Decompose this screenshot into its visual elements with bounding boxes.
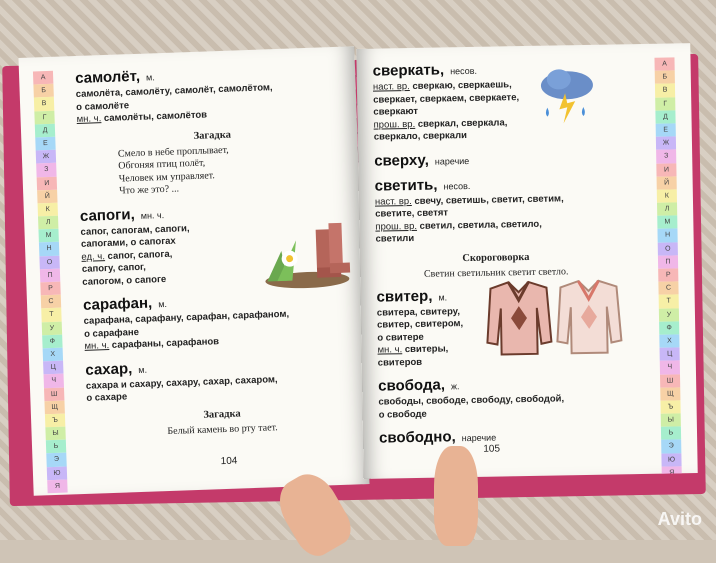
forms-sapogi: сапог, сапогам, сапоги, сапогами, о сапогах ед. ч. сапог, сапога, сапогу, сапог, сапогом, о сапоге	[80, 222, 190, 288]
alphabet-letter: Й	[657, 176, 677, 190]
alphabet-letter: Ь	[661, 427, 681, 441]
alphabet-letter: А	[33, 71, 53, 85]
alphabet-letter: Э	[661, 440, 681, 454]
alphabet-letter: Ц	[43, 361, 63, 375]
alphabet-letter: Й	[37, 189, 57, 203]
alphabet-letter: И	[656, 163, 676, 177]
alphabet-letter: Ш	[660, 374, 680, 388]
alphabet-letter: З	[656, 150, 676, 164]
riddle-title-2: Загадка	[203, 407, 241, 421]
alphabet-letter: С	[41, 295, 61, 309]
alphabet-letter: Ф	[659, 321, 679, 335]
alphabet-letter: Д	[655, 110, 675, 124]
alphabet-letter: Г	[34, 110, 54, 124]
tongue-twister-title: Скороговорка	[462, 251, 530, 264]
alphabet-index-left	[33, 71, 68, 493]
headword-svoboda: свобода, ж.	[378, 376, 460, 395]
alphabet-letter: Ф	[42, 334, 62, 348]
alphabet-letter: В	[34, 97, 54, 111]
alphabet-letter: Х	[659, 334, 679, 348]
forms-samolet: самолёта, самолёту, самолёт, самолётом, о самолёте мн. ч. самолёты, самолётов	[75, 82, 273, 126]
alphabet-letter: Ь	[46, 440, 66, 454]
alphabet-letter: Ц	[660, 347, 680, 361]
riddle-text-2: Белый камень во рту тает.	[167, 421, 278, 437]
alphabet-letter: Ъ	[660, 400, 680, 414]
riddle-title: Загадка	[193, 129, 232, 142]
forms-sarafan: сарафана, сарафану, сарафан, сарафаном, о сарафане мн. ч. сарафаны, сарафанов	[83, 308, 290, 352]
alphabet-letter: Ж	[656, 137, 676, 151]
forms-sviter: свитера, свитеру, свитер, свитером, о свитере мн. ч. свитеры, свитеров	[376, 305, 464, 369]
alphabet-letter: Ы	[45, 427, 65, 441]
headword-samolet: самолёт, м.	[74, 67, 155, 88]
alphabet-letter: Е	[656, 123, 676, 137]
alphabet-letter: И	[37, 176, 57, 190]
alphabet-letter: Ы	[661, 413, 681, 427]
alphabet-letter: З	[36, 163, 56, 177]
headword-sarafan: сарафан, м.	[82, 294, 168, 314]
alphabet-letter: У	[42, 321, 62, 335]
alphabet-letter: П	[40, 268, 60, 282]
alphabet-letter: О	[39, 255, 59, 269]
watermark: Avito	[657, 509, 702, 529]
alphabet-letter: Ш	[44, 387, 64, 401]
page-number-left: 104	[220, 455, 238, 468]
forms-svoboda: свободы, свободе, свободу, свободой, о свободе	[378, 393, 565, 421]
headword-sahar: сахар, м.	[85, 359, 148, 379]
forms-svetit: наст. вр. свечу, светишь, светит, светим, светите, светят прош. вр. светил, светила, светило, светили	[374, 192, 564, 245]
alphabet-letter: Щ	[44, 400, 64, 414]
alphabet-letter: Г	[655, 97, 675, 111]
alphabet-letter: Ъ	[45, 413, 65, 427]
headword-sverhu: сверху, наречие	[374, 151, 470, 170]
alphabet-letter: Я	[47, 479, 67, 493]
right-page	[356, 43, 697, 479]
alphabet-letter: Ж	[36, 150, 56, 164]
alphabet-letter: Н	[39, 242, 59, 256]
storm-cloud-illustration	[537, 63, 598, 134]
alphabet-letter: Ч	[44, 374, 64, 388]
page-number-right: 105	[483, 443, 501, 455]
alphabet-letter: С	[658, 282, 678, 296]
alphabet-letter: Э	[46, 453, 66, 467]
sweaters-illustration	[480, 276, 631, 359]
headword-sverkat: сверкать, несов.	[372, 61, 478, 80]
left-page-content	[75, 61, 358, 440]
alphabet-letter: Б	[33, 84, 53, 98]
alphabet-letter: Е	[35, 137, 55, 151]
alphabet-letter: О	[658, 242, 678, 256]
alphabet-letter: Л	[38, 216, 58, 230]
alphabet-letter: Т	[41, 308, 61, 322]
alphabet-index-right	[654, 57, 681, 478]
alphabet-letter: Р	[40, 282, 60, 296]
alphabet-letter: Я	[662, 466, 682, 479]
alphabet-letter: К	[38, 203, 58, 217]
headword-sapogi: сапоги, мн. ч.	[79, 205, 165, 225]
alphabet-letter: М	[657, 216, 677, 230]
headword-sviter: свитер, м.	[376, 287, 448, 306]
right-thumb	[434, 446, 478, 546]
riddle-text: Смело в небе проплывает, Обгоняя птиц полёт, Человек им управляет. Что же это? ...	[117, 144, 229, 197]
alphabet-letter: Р	[658, 268, 678, 282]
alphabet-letter: В	[655, 84, 675, 98]
headword-svetit: светить, несов.	[374, 176, 471, 195]
alphabet-letter: Л	[657, 202, 677, 216]
alphabet-letter: Щ	[660, 387, 680, 401]
alphabet-letter: Х	[43, 348, 63, 362]
forms-sahar: сахара и сахару, сахару, сахар, сахаром, о сахаре	[85, 373, 278, 404]
alphabet-letter: Ч	[660, 361, 680, 375]
alphabet-letter: П	[658, 255, 678, 269]
alphabet-letter: Б	[655, 71, 675, 85]
boots-illustration	[260, 208, 353, 291]
alphabet-letter: Д	[35, 124, 55, 138]
headword-svobodno: свободно, наречие	[378, 428, 497, 447]
alphabet-letter: У	[659, 308, 679, 322]
alphabet-letter: Н	[657, 229, 677, 243]
forms-sverkat: наст. вр. сверкаю, сверкаешь, сверкает, сверкаем, сверкаете, сверкают прош. вр. сверкал, сверкала, сверкало, сверкали	[372, 79, 520, 143]
alphabet-letter: А	[654, 57, 674, 71]
alphabet-letter: Ю	[661, 453, 681, 467]
tongue-twister-text: Светин светильник светит светло.	[423, 265, 569, 280]
alphabet-letter: Т	[659, 295, 679, 309]
alphabet-letter: К	[657, 189, 677, 203]
left-page	[18, 46, 369, 495]
alphabet-letter: Ю	[47, 466, 67, 480]
alphabet-letter: М	[38, 229, 58, 243]
